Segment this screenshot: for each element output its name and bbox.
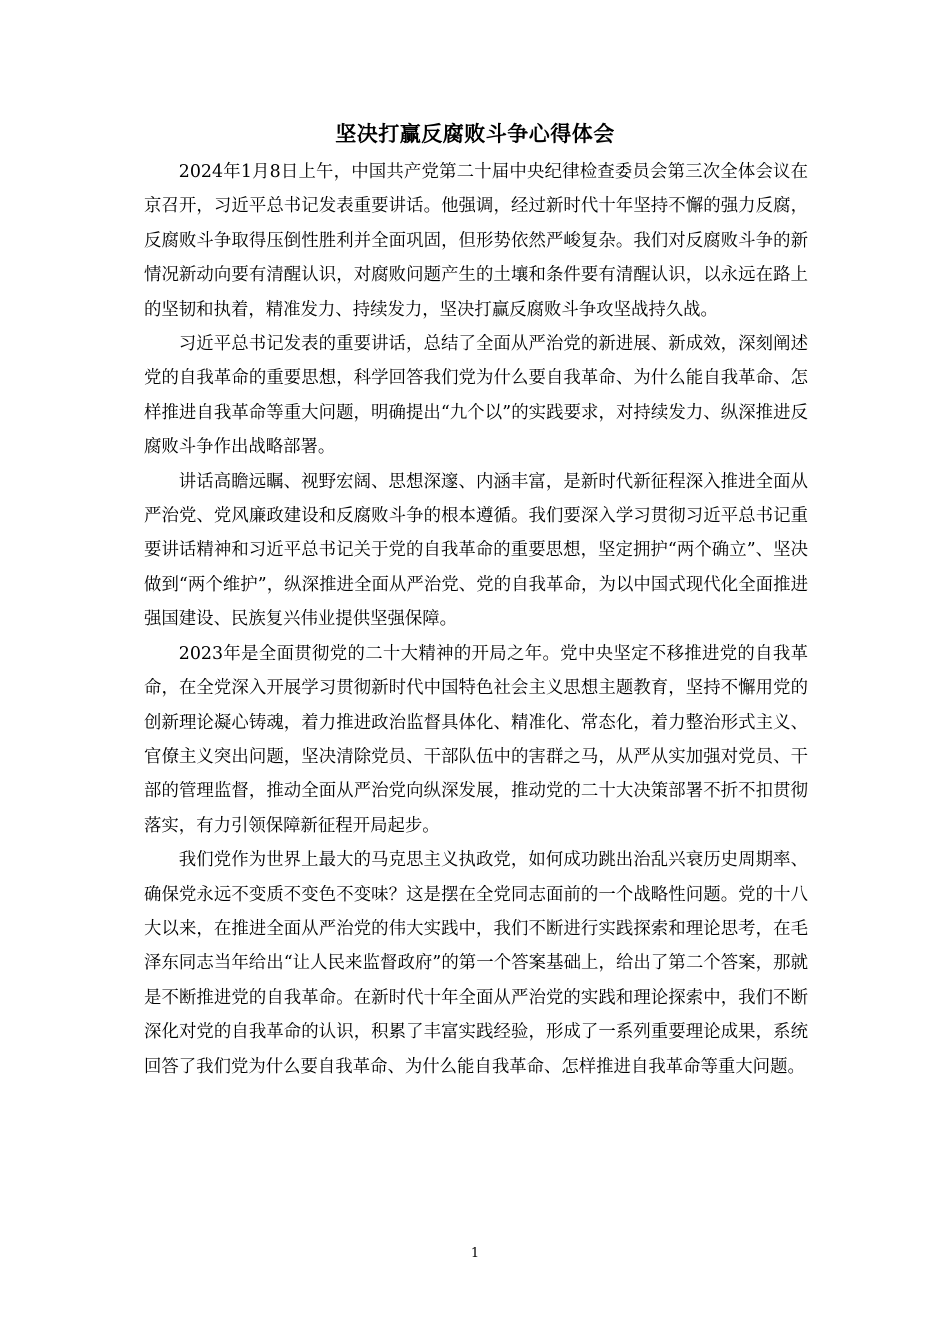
page-number: 1 [470,1246,480,1261]
document-body [144,155,808,1084]
paragraph-3: 讲话高瞻远瞩、视野宏阔、思想深邃、内涵丰富，是新时代新征程深入推进全面从严治党、党风廉政建设和反腐败斗争的根本遵循。我们要深入学习贯彻习近平总书记重要讲话精神和习近平总书记关于党的自我革命的重要思想，坚定拥护“两个确立”、坚决做到“两个维护”，纵深推进全面从严治党、党的自我革命，为以中国式现代化全面推进强国建设、民族复兴伟业提供坚强保障。 [144,471,808,630]
paragraph-1: 2024年1月8日上午，中国共产党第二十届中央纪律检查委员会第三次全体会议在京召开，习近平总书记发表重要讲话。他强调，经过新时代十年坚持不懈的强力反腐，反腐败斗争取得压倒性胜利并全面巩固，但形势依然严峻复杂。我们对反腐败斗争的新情况新动向要有清醒认识，对腐败问题产生的土壤和条件要有清醒认识，以永远在路上的坚韧和执着，精准发力、持续发力，坚决打赢反腐败斗争攻坚战持久战。 [144,162,808,320]
paragraph-2: 习近平总书记发表的重要讲话，总结了全面从严治党的新进展、新成效，深刻阐述党的自我革命的重要思想，科学回答我们党为什么要自我革命、为什么能自我革命、怎样推进自我革命等重大问题，明确提出“九个以”的实践要求，对持续发力、纵深推进反腐败斗争作出战略部署。 [144,334,808,458]
paragraph-5: 我们党作为世界上最大的马克思主义执政党，如何成功跳出治乱兴衰历史周期率、确保党永远不变质不变色不变味？这是摆在全党同志面前的一个战略性问题。党的十八大以来，在推进全面从严治党的伟大实践中，我们不断进行实践探索和理论思考，在毛泽东同志当年给出“让人民来监督政府”的第一个答案基础上，给出了第二个答案，那就是不断推进党的自我革命。在新时代十年全面从严治党的实践和理论探索中，我们不断深化对党的自我革命的认识，积累了丰富实践经验，形成了一系列重要理论成果，系统回答了我们党为什么要自我革命、为什么能自我革命、怎样推进自我革命等重大问题。 [144,850,808,1077]
paragraph-4: 2023年是全面贯彻党的二十大精神的开局之年。党中央坚定不移推进党的自我革命，在全党深入开展学习贯彻新时代中国特色社会主义思想主题教育，坚持不懈用党的创新理论凝心铸魂，着力推进政治监督具体化、精准化、常态化，着力整治形式主义、官僚主义突出问题，坚决清除党员、干部队伍中的害群之马，从严从实加强对党员、干部的管理监督，推动全面从严治党向纵深发展，推动党的二十大决策部署不折不扣贯彻落实，有力引领保障新征程开局起步。 [144,643,808,836]
document-title: 坚决打赢反腐败斗争心得体会 [335,121,615,146]
